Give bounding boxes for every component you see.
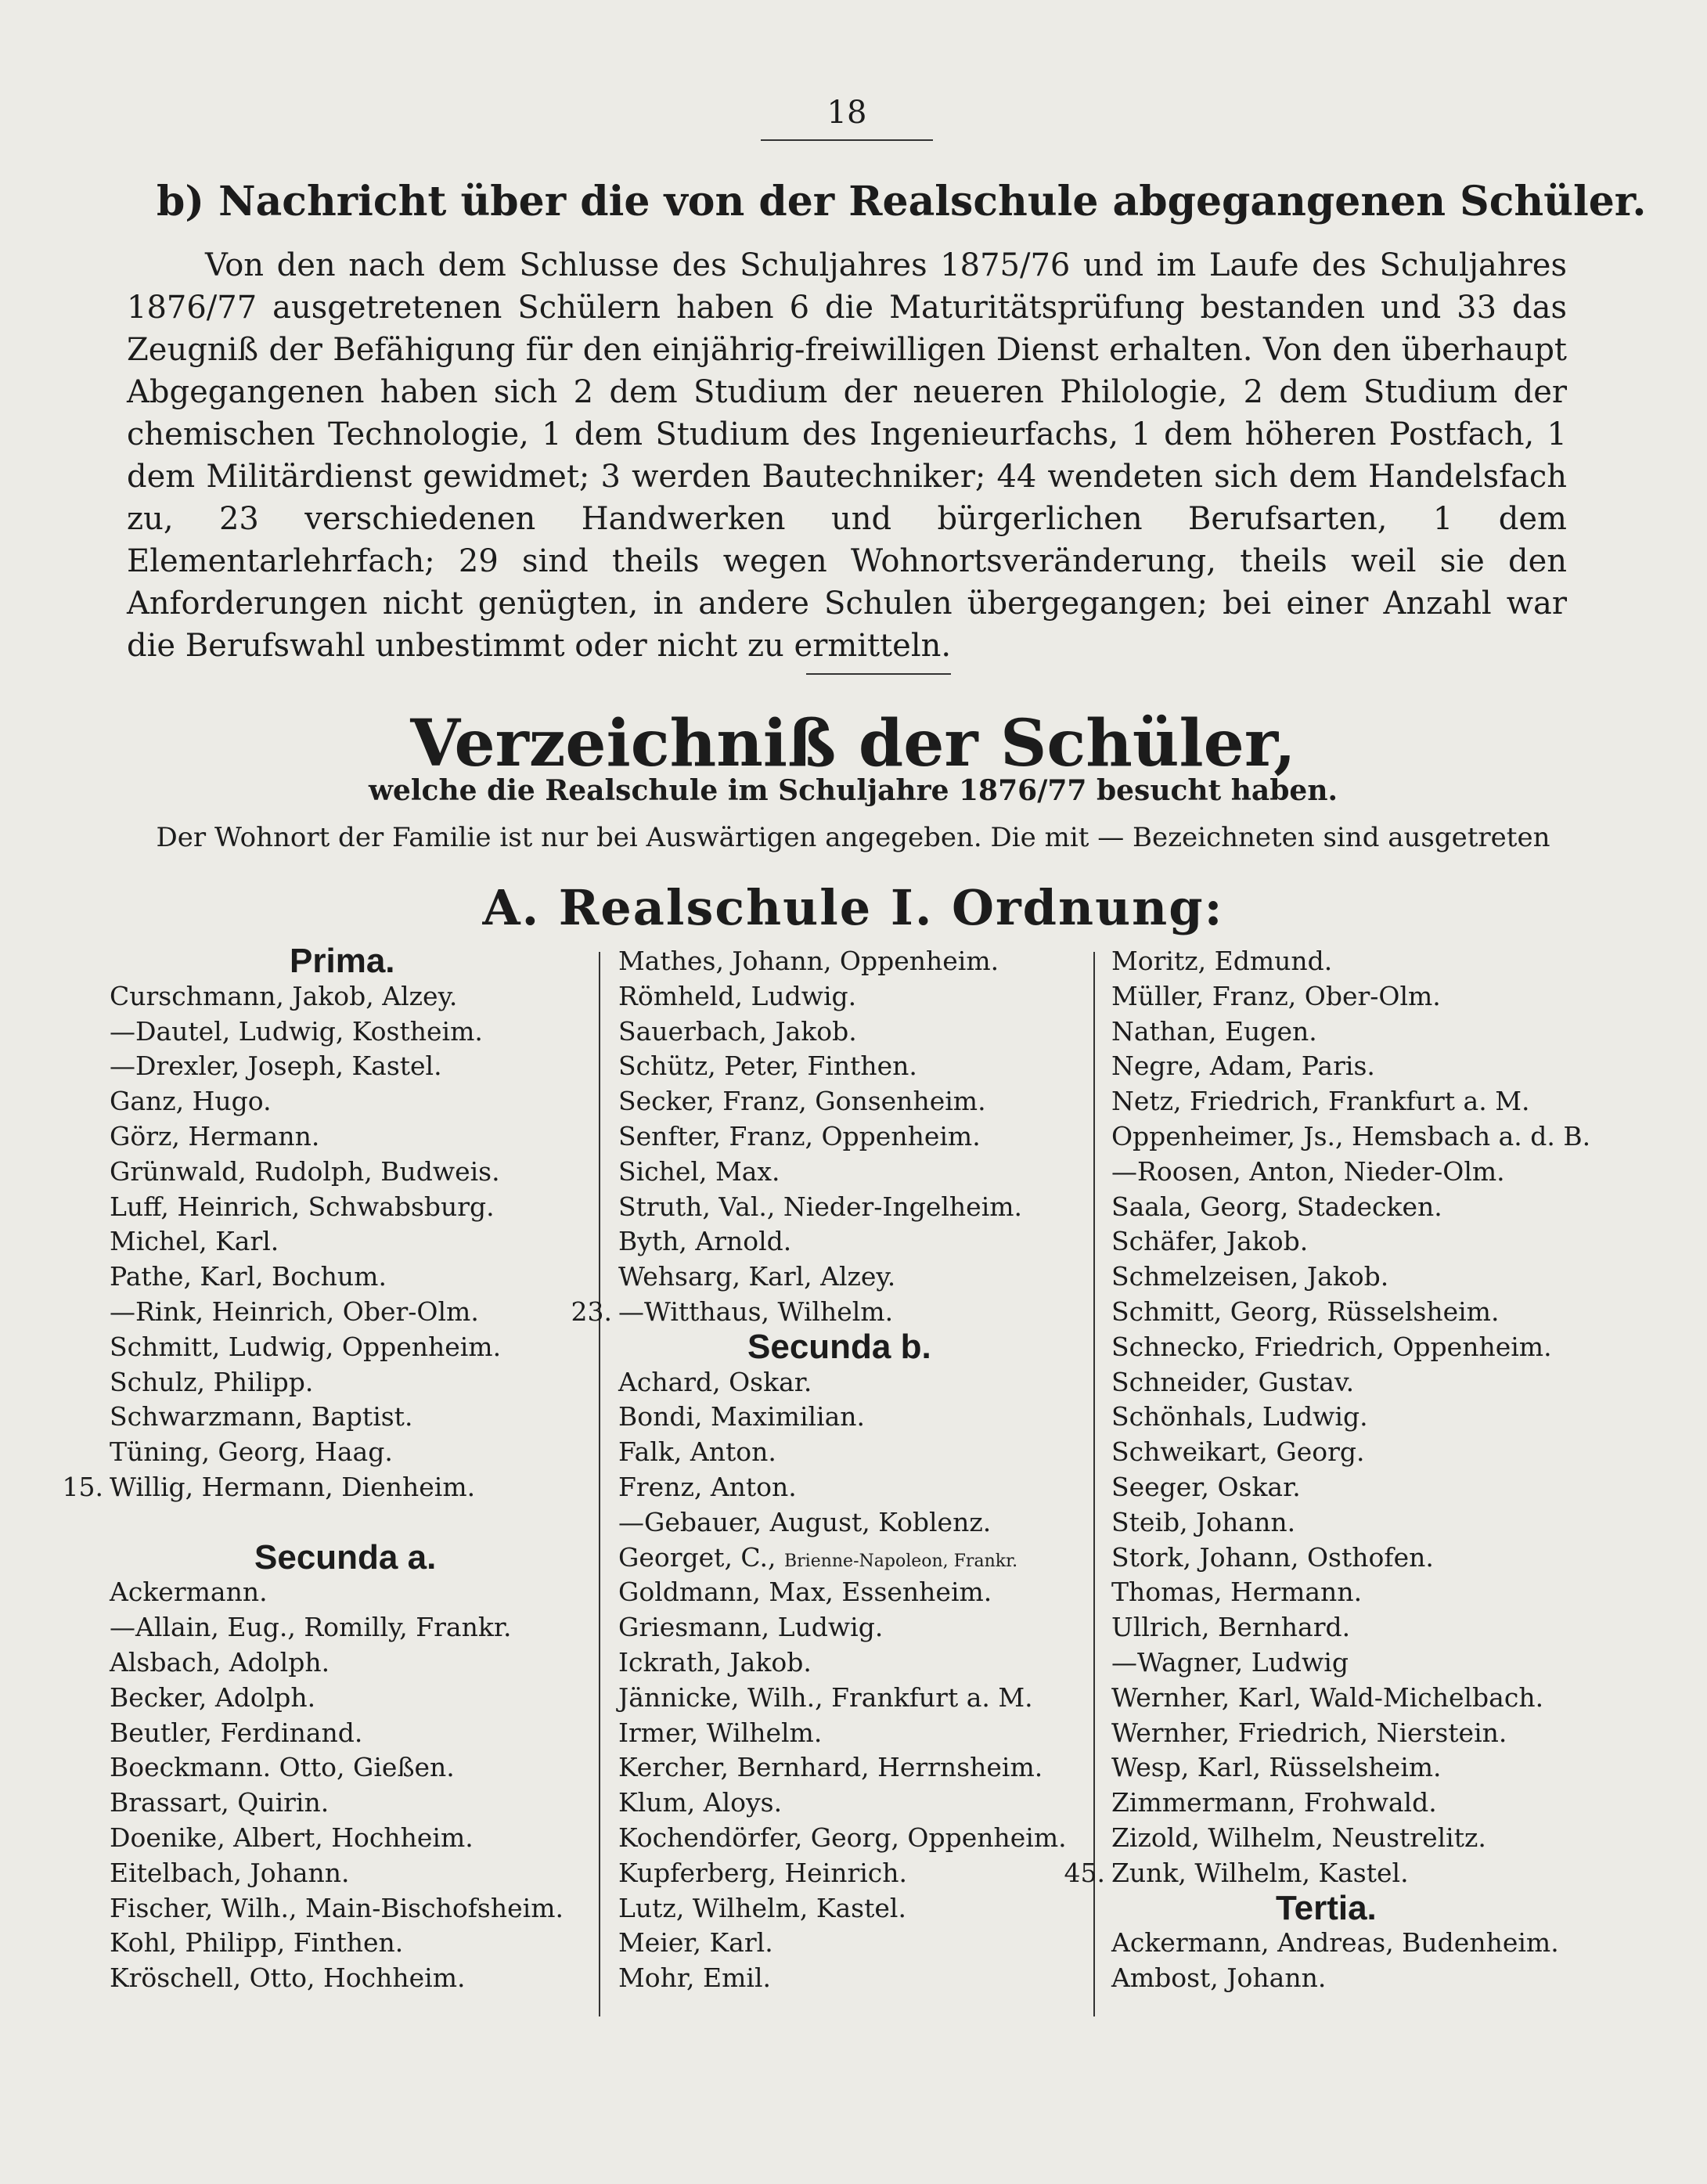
student-name: Kröschell, Otto, Hochheim. <box>110 1962 466 1994</box>
student-name: Moritz, Edmund. <box>1111 946 1333 976</box>
list-item <box>1111 1119 1589 1155</box>
student-name: Schönhals, Ludwig. <box>1111 1401 1368 1433</box>
list-item <box>1111 1295 1589 1330</box>
list-item <box>110 1365 595 1400</box>
list-item <box>110 1224 595 1260</box>
list-item <box>1111 1716 1589 1751</box>
list-item <box>618 1119 1088 1155</box>
school-title: A. Realschule I. Ordnung: <box>482 879 1224 936</box>
student-name: Beutler, Ferdinand. <box>110 1717 363 1748</box>
student-name: Negre, Adam, Paris. <box>1111 1051 1375 1082</box>
student-name: Schneider, Gustav. <box>1111 1366 1355 1397</box>
list-item <box>110 1891 595 1926</box>
student-name: Wernher, Friedrich, Nierstein. <box>1111 1717 1507 1748</box>
student-name: Michel, Karl. <box>110 1226 279 1257</box>
student-name: Pathe, Karl, Bochum. <box>110 1261 387 1292</box>
student-name: Zimmermann, Frohwald. <box>1111 1787 1437 1818</box>
list-item <box>110 1926 595 1961</box>
student-name: Schnecko, Friedrich, Oppenheim. <box>1111 1331 1552 1362</box>
student-name: Becker, Adolph. <box>110 1681 316 1713</box>
student-column-3 <box>1064 944 1591 1996</box>
list-item <box>1111 1541 1589 1576</box>
student-name: Schmitt, Ludwig, Oppenheim. <box>110 1331 502 1362</box>
list-item <box>1111 1681 1589 1716</box>
list-item <box>618 1645 1088 1681</box>
entry-number: 45. <box>1064 1857 1105 1888</box>
student-column-2 <box>571 944 1088 1996</box>
list-title: Verzeichniß der Schüler, <box>410 706 1296 781</box>
student-name: Curschmann, Jakob, Alzey. <box>110 980 458 1011</box>
student-name: Jännicke, Wilh., Frankfurt a. M. <box>618 1681 1033 1713</box>
student-name: Tüning, Georg, Haag. <box>110 1436 393 1468</box>
list-item <box>618 1750 1088 1786</box>
list-item <box>618 1435 1088 1470</box>
student-name: Senfter, Franz, Oppenheim. <box>618 1120 981 1151</box>
list-item <box>618 1926 1088 1961</box>
list-item <box>110 1645 595 1681</box>
student-name: Falk, Anton. <box>618 1436 776 1468</box>
student-name: Ickrath, Jakob. <box>618 1646 812 1678</box>
student-name: Ackermann. <box>110 1577 268 1608</box>
student-name: —Gebauer, August, Koblenz. <box>618 1506 992 1537</box>
student-name: Secker, Franz, Gonsenheim. <box>618 1086 986 1117</box>
student-name: —Drexler, Joseph, Kastel. <box>110 1051 442 1082</box>
student-name: Grünwald, Rudolph, Budweis. <box>110 1155 500 1187</box>
list-item <box>618 1155 1088 1190</box>
entry-number: 23. <box>571 1296 612 1327</box>
class-heading-secunda-b: Secunda b. <box>747 1327 931 1366</box>
student-name <box>618 1541 1088 1576</box>
list-item <box>618 1821 1088 1856</box>
list-subtitle: welche die Realschule im Schuljahre 1876/77 besucht haben. <box>368 774 1338 807</box>
student-list-prima <box>110 979 595 1470</box>
student-place-small: Brienne-Napoleon, Frankr. <box>783 1551 1018 1571</box>
section-heading: b) Nachricht über die von der Realschule abgegangenen Schüler. <box>157 178 1647 225</box>
list-item <box>1111 1400 1589 1435</box>
student-name: Lutz, Wilhelm, Kastel. <box>618 1892 906 1923</box>
list-item <box>618 1224 1088 1260</box>
student-name-text: Georget, C., <box>618 1541 776 1573</box>
student-name: Römheld, Ludwig. <box>618 980 857 1011</box>
student-name: Boeckmann. Otto, Gießen. <box>110 1752 455 1783</box>
student-list-secunda-b <box>618 1365 1088 1541</box>
list-item <box>1111 1365 1589 1400</box>
list-item <box>571 1295 1088 1330</box>
list-item <box>110 1575 595 1610</box>
student-name: Saala, Georg, Stadecken. <box>1111 1191 1442 1222</box>
list-item <box>110 1400 595 1435</box>
list-item <box>618 1260 1088 1295</box>
student-name: Ackermann, Andreas, Budenheim. <box>1111 1927 1559 1959</box>
list-item <box>618 1049 1088 1084</box>
student-name: —Wagner, Ludwig <box>1111 1646 1349 1678</box>
student-name: Zunk, Wilhelm, Kastel. <box>1111 1857 1409 1888</box>
student-name: Schmitt, Georg, Rüsselsheim. <box>1111 1296 1500 1327</box>
student-name: Wernher, Karl, Wald-Michelbach. <box>1111 1681 1544 1713</box>
list-item <box>1111 1330 1589 1365</box>
student-name: Achard, Oskar. <box>618 1366 812 1397</box>
list-item <box>618 1541 1088 1576</box>
student-name: Kochendörfer, Georg, Oppenheim. <box>618 1822 1067 1853</box>
student-name: Wehsarg, Karl, Alzey. <box>618 1261 896 1292</box>
student-name: Schütz, Peter, Finthen. <box>618 1051 917 1082</box>
list-item <box>618 1470 1088 1505</box>
student-name: Oppenheimer, Js., Hemsbach a. d. B. <box>1111 1120 1591 1151</box>
student-name: Doenike, Albert, Hochheim. <box>110 1822 474 1853</box>
student-name: Kohl, Philipp, Finthen. <box>110 1927 404 1959</box>
student-name: Seeger, Oskar. <box>1111 1471 1301 1502</box>
list-item <box>618 1015 1088 1050</box>
list-item <box>110 1190 595 1225</box>
list-item <box>618 944 1088 979</box>
list-item <box>110 1330 595 1365</box>
list-item <box>1111 979 1589 1015</box>
list-note: Der Wohnort der Familie ist nur bei Auswärtigen angegeben. Die mit — Bezeichneten sind ausgetreten <box>156 822 1550 853</box>
list-item <box>62 1470 595 1505</box>
student-list-secunda-a-cont <box>618 944 1088 1295</box>
student-list-secunda-b-rest <box>618 1575 1088 1996</box>
student-name: Ullrich, Bernhard. <box>1111 1612 1351 1643</box>
student-name: Schwarzmann, Baptist. <box>110 1401 413 1433</box>
list-item <box>1111 1750 1589 1786</box>
student-name: Klum, Aloys. <box>618 1787 783 1818</box>
page-number-rule <box>761 139 933 141</box>
student-name: Schulz, Philipp. <box>110 1366 314 1397</box>
student-name: Ambost, Johann. <box>1111 1962 1327 1994</box>
list-item <box>618 1891 1088 1926</box>
list-item <box>110 1155 595 1190</box>
student-name: —Roosen, Anton, Nieder-Olm. <box>1111 1155 1505 1187</box>
list-item <box>618 1084 1088 1119</box>
student-name: Luff, Heinrich, Schwabsburg. <box>110 1191 495 1222</box>
list-item <box>110 979 595 1015</box>
student-name: Wesp, Karl, Rüsselsheim. <box>1111 1752 1442 1783</box>
list-item <box>618 1365 1088 1400</box>
list-item <box>1111 1786 1589 1821</box>
list-item <box>110 1435 595 1470</box>
list-item <box>110 1856 595 1891</box>
list-item <box>618 1961 1088 1996</box>
student-list-tertia <box>1111 1926 1589 1996</box>
list-item <box>1111 1505 1589 1541</box>
list-item <box>110 1750 595 1786</box>
student-name: —Allain, Eug., Romilly, Frankr. <box>110 1612 512 1643</box>
list-item <box>110 1786 595 1821</box>
student-name: Zizold, Wilhelm, Neustrelitz. <box>1111 1822 1486 1853</box>
intro-paragraph: Von den nach dem Schlusse des Schuljahres 1875/76 und im Laufe des Schuljahres 1876/77 ausgetretenen Schülern haben 6 die Maturitätsprüfung bestanden und 33 das Zeugniß der Befähigung für den einjährig-freiwilligen Dienst erhalten. Von den überhaupt Abgegangenen haben sich 2 dem Studium der neueren Philologie, 2 dem Studium der chemischen Technologie, 1 dem Studium des Ingenieurfachs, 1 dem höheren Postfach, 1 dem Militärdienst gewidmet; 3 werden Bautechniker; 44 wendeten sich dem Handelsfach zu, 23 verschiedenen Handwerken und bürgerlichen Berufsarten, 1 dem Elementarlehrfach; 29 sind theils wegen Wohnortsveränderung, theils weil sie den Anforderungen nicht genügten, in andere Schulen übergegangen; bei einer Anzahl war die Berufswahl unbestimmt oder nicht zu ermitteln. <box>127 247 1567 664</box>
student-name: Schweikart, Georg. <box>1111 1436 1365 1468</box>
student-name: Kercher, Bernhard, Herrnsheim. <box>618 1752 1043 1783</box>
student-name: Fischer, Wilh., Main-Bischofsheim. <box>110 1892 564 1923</box>
student-name: Griesmann, Ludwig. <box>618 1612 884 1643</box>
entry-number: 15. <box>62 1471 103 1502</box>
list-item <box>1111 944 1589 979</box>
student-name: Görz, Hermann. <box>110 1120 320 1151</box>
list-item <box>1111 1435 1589 1470</box>
list-item <box>618 1856 1088 1891</box>
student-name: Byth, Arnold. <box>618 1226 792 1257</box>
student-name: Frenz, Anton. <box>618 1471 797 1502</box>
student-name: Goldmann, Max, Essenheim. <box>618 1577 992 1608</box>
student-name: Schmelzeisen, Jakob. <box>1111 1261 1389 1292</box>
list-item <box>110 1821 595 1856</box>
list-item <box>618 1505 1088 1541</box>
student-name: Schäfer, Jakob. <box>1111 1226 1309 1257</box>
student-name: Willig, Hermann, Dienheim. <box>110 1471 476 1502</box>
list-item <box>110 1049 595 1084</box>
separator-rule <box>806 673 951 675</box>
student-name: Steib, Johann. <box>1111 1506 1296 1537</box>
list-item <box>618 979 1088 1015</box>
list-item <box>618 1681 1088 1716</box>
student-name: Thomas, Hermann. <box>1111 1577 1363 1608</box>
student-name: Kupferberg, Heinrich. <box>618 1857 908 1888</box>
student-name: Meier, Karl. <box>618 1927 773 1959</box>
list-item <box>110 1015 595 1050</box>
list-item <box>1111 1260 1589 1295</box>
student-name: Bondi, Maximilian. <box>618 1401 866 1433</box>
list-item <box>110 1610 595 1645</box>
student-name: Mathes, Johann, Oppenheim. <box>618 946 999 976</box>
class-heading-prima: Prima. <box>290 942 395 980</box>
student-name: —Rink, Heinrich, Ober-Olm. <box>110 1296 479 1327</box>
student-name: Alsbach, Adolph. <box>110 1646 330 1678</box>
student-name: Müller, Franz, Ober-Olm. <box>1111 980 1441 1011</box>
student-list-secunda-b-cont <box>1111 944 1589 1856</box>
list-item <box>110 1681 595 1716</box>
student-name: Sauerbach, Jakob. <box>618 1015 857 1047</box>
list-item <box>1111 1926 1589 1961</box>
student-name: Nathan, Eugen. <box>1111 1015 1317 1047</box>
list-item <box>1111 1470 1589 1505</box>
list-item <box>1111 1961 1589 1996</box>
student-name: Irmer, Wilhelm. <box>618 1717 823 1748</box>
list-item <box>618 1716 1088 1751</box>
class-heading-tertia: Tertia. <box>1276 1888 1377 1927</box>
student-list-secunda-a <box>110 1575 595 1996</box>
list-item <box>1111 1224 1589 1260</box>
list-item <box>110 1084 595 1119</box>
student-name: Eitelbach, Johann. <box>110 1857 350 1888</box>
student-name: —Dautel, Ludwig, Kostheim. <box>110 1015 483 1047</box>
student-name: Ganz, Hugo. <box>110 1086 272 1117</box>
list-item <box>110 1119 595 1155</box>
list-item <box>618 1190 1088 1225</box>
list-item <box>1111 1190 1589 1225</box>
list-item <box>110 1961 595 1996</box>
list-item <box>1111 1575 1589 1610</box>
student-name: Struth, Val., Nieder-Ingelheim. <box>618 1191 1023 1222</box>
list-item <box>110 1295 595 1330</box>
list-item <box>110 1260 595 1295</box>
list-item <box>1111 1084 1589 1119</box>
list-item <box>1111 1645 1589 1681</box>
list-item <box>1111 1155 1589 1190</box>
student-name: Brassart, Quirin. <box>110 1787 330 1818</box>
list-item <box>1111 1015 1589 1050</box>
list-item <box>1111 1610 1589 1645</box>
student-name: Mohr, Emil. <box>618 1962 772 1994</box>
list-item <box>618 1575 1088 1610</box>
list-item <box>618 1400 1088 1435</box>
student-column-1 <box>62 942 595 1996</box>
list-item <box>1111 1821 1589 1856</box>
student-name: Stork, Johann, Osthofen. <box>1111 1541 1434 1573</box>
student-name: —Witthaus, Wilhelm. <box>618 1296 894 1327</box>
list-item <box>618 1610 1088 1645</box>
class-heading-secunda-a: Secunda a. <box>254 1537 437 1577</box>
list-item <box>1064 1856 1589 1891</box>
student-name: Sichel, Max. <box>618 1155 780 1187</box>
student-name: Netz, Friedrich, Frankfurt a. M. <box>1111 1086 1530 1117</box>
list-item <box>1111 1049 1589 1084</box>
list-item <box>110 1716 595 1751</box>
list-item <box>618 1786 1088 1821</box>
page-number: 18 <box>826 95 867 131</box>
column-divider <box>599 952 600 2016</box>
